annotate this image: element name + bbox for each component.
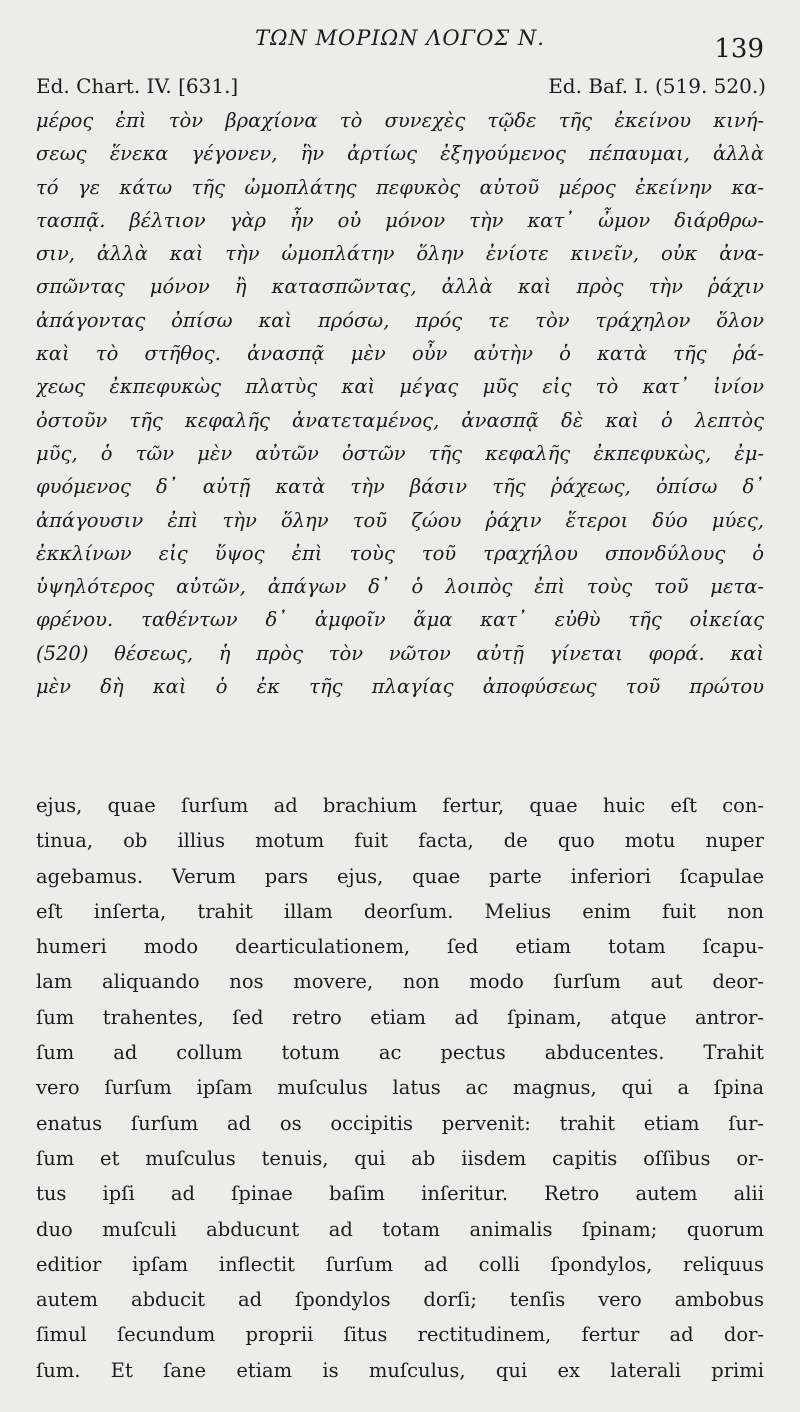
greek-line: ἐκκλίνων εἰς ὕψος ἐπὶ τοὺς τοῦ τραχήλου σπονδύλους ὁ [36,541,764,565]
latin-line: editior ipſam inflectit ſurſum ad colli ſpondylos, reliquus [36,1252,764,1276]
latin-line: tinua, ob illius motum fuit facta, de quo motu nuper [36,829,764,853]
greek-text-block [36,104,764,703]
latin-line: humeri modo dearticulationem, ſed etiam totam ſcapu- [36,935,764,959]
greek-line: φυόμενος δ᾽ αὐτῇ κατὰ τὴν βάσιν τῆς ῥάχεως, ὀπίσω δ᾽ [36,475,764,499]
latin-line: tus ipſi ad ſpinae baſim inſeritur. Retro autem alii [36,1182,764,1206]
greek-line: μὲν δὴ καὶ ὁ ἐκ τῆς πλαγίας ἀποφύσεως τοῦ πρώτου [36,675,764,699]
edition-reference-basel: Ed. Baf. I. (519. 520.) [548,74,766,98]
latin-line: ſimul ſecundum proprii ſitus rectitudinem, fertur ad dor- [36,1323,764,1347]
greek-line: χεως ἐκπεφυκὼς πλατὺς καὶ μέγας μῦς εἰς τὸ κατ᾽ ἰνίον [36,375,764,399]
greek-line: μέρος ἐπὶ τὸν βραχίονα τὸ συνεχὲς τῷδε τῆς ἐκείνου κινή- [36,109,764,132]
greek-line: μῦς, ὁ τῶν μὲν αὐτῶν ὀστῶν τῆς κεφαλῆς ἐκπεφυκὼς, ἐμ- [36,441,764,465]
latin-line: eſt inſerta, trahit illam deorſum. Melius enim fuit non [36,899,764,923]
greek-line: ἀπάγουσιν ἐπὶ τὴν ὅλην τοῦ ζώου ῥάχιν ἕτεροι δύο μύες, [36,508,764,532]
greek-line: σεως ἕνεκα γέγονεν, ἣν ἀρτίως ἐξηγούμενος πέπαυμαι, ἀλλὰ [36,142,764,166]
greek-line: ὑψηλότερος αὐτῶν, ἀπάγων δ᾽ ὁ λοιπὸς ἐπὶ τοὺς τοῦ μετα- [36,575,764,599]
greek-line: σιν, ἀλλὰ καὶ τὴν ὠμοπλάτην ὅλην ἐνίοτε κινεῖν, οὐκ ἀνα- [36,242,764,266]
greek-line: ἀπάγοντας ὀπίσω καὶ πρόσω, πρός τε τὸν τράχηλον ὅλον [36,308,764,332]
latin-line: ſum ad collum totum ac pectus abducentes. Trahit [36,1041,764,1065]
latin-text-block [36,788,764,1388]
greek-line: (520) θέσεως, ἡ πρὸς τὸν νῶτον αὐτῇ γίνεται φορά. καὶ [36,641,764,665]
latin-line: duo muſculi abducunt ad totam animalis ſpinam; quorum [36,1217,764,1241]
greek-line: ὀστοῦν τῆς κεφαλῆς ἀνατεταμένος, ἀνασπᾷ δὲ καὶ ὁ λεπτὸς [36,408,764,432]
latin-line: enatus ſurſum ad os occipitis pervenit: trahit etiam ſur- [36,1111,764,1135]
latin-line: autem abducit ad ſpondylos dorſi; tenſis vero ambobus [36,1288,764,1312]
latin-line: ſum trahentes, ſed retro etiam ad ſpinam, atque antror- [36,1005,764,1029]
latin-line: vero ſurſum ipſam muſculus latus ac magnus, qui a ſpina [36,1076,764,1100]
greek-line: φρένου. ταθέντων δ᾽ ἀμφοῖν ἅμα κατ᾽ εὐθὺ τῆς οἰκείας [36,608,764,632]
greek-line: τό γε κάτω τῆς ὠμοπλάτης πεφυκὸς αὐτοῦ μέρος ἐκείνην κα- [36,175,764,199]
greek-line: καὶ τὸ στῆθος. ἀνασπᾷ μὲν οὖν αὐτὴν ὁ κατὰ τῆς ῥά- [36,342,764,366]
latin-line: lam aliquando nos movere, non modo ſurſum aut deor- [36,970,764,994]
latin-line: agebamus. Verum pars ejus, quae parte inferiori ſcapulae [36,864,764,888]
page-number: 139 [714,34,764,64]
running-title: ΤΩΝ ΜΟΡΙΩΝ ΛΟΓΟΣ Ν. [255,26,545,50]
greek-line: τασπᾷ. βέλτιον γὰρ ἦν οὐ μόνον τὴν κατ᾽ ὦμον διάρθρω- [36,208,764,232]
latin-line: ſum et muſculus tenuis, qui ab iisdem capitis oſſibus or- [36,1146,764,1170]
latin-line: ſum. Et ſane etiam is muſculus, qui ex laterali primi [36,1358,764,1382]
latin-line: ejus, quae ſurſum ad brachium fertur, quae huic eſt con- [36,794,764,817]
edition-reference-chartier: Ed. Chart. IV. [631.] [36,74,239,98]
greek-line: σπῶντας μόνον ἢ κατασπῶντας, ἀλλὰ καὶ πρὸς τὴν ῥάχιν [36,275,764,299]
